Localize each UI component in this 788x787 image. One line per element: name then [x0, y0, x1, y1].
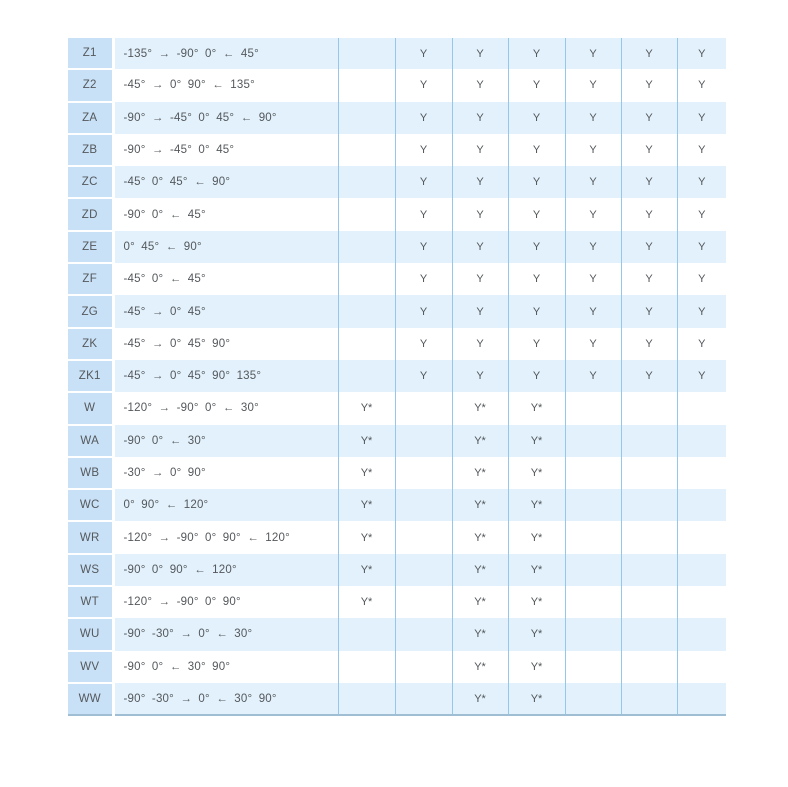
row-value-cell: Y — [621, 328, 677, 360]
row-value-cell: Y — [395, 102, 452, 134]
row-value-cell: Y* — [508, 618, 565, 650]
row-value-cell: Y* — [452, 683, 508, 715]
row-value-cell — [338, 360, 395, 392]
row-value-cell — [677, 651, 726, 683]
row-value-cell: Y — [621, 263, 677, 295]
row-value-cell: Y — [452, 360, 508, 392]
row-value-cell — [395, 521, 452, 553]
row-code-label: W — [68, 392, 113, 424]
row-value-cell: Y — [621, 69, 677, 101]
table-row — [68, 425, 726, 457]
row-value-cell: Y* — [452, 457, 508, 489]
row-code-label: Z2 — [68, 69, 113, 101]
row-value-cell: Y* — [452, 586, 508, 618]
row-value-cell: Y* — [452, 521, 508, 553]
row-angle-description: 0° 90° ← 120° — [113, 489, 338, 521]
row-value-cell: Y — [395, 198, 452, 230]
row-value-cell: Y* — [452, 425, 508, 457]
row-value-cell: Y — [452, 166, 508, 198]
row-value-cell: Y — [508, 69, 565, 101]
row-value-cell — [338, 38, 395, 69]
row-value-cell: Y* — [338, 554, 395, 586]
row-value-cell — [677, 392, 726, 424]
table-row — [68, 554, 726, 586]
row-value-cell — [565, 651, 621, 683]
table-row — [68, 457, 726, 489]
table-row — [68, 102, 726, 134]
row-angle-description: -45° → 0° 90° ← 135° — [113, 69, 338, 101]
row-value-cell — [565, 425, 621, 457]
row-value-cell: Y — [452, 198, 508, 230]
row-code-label: WU — [68, 618, 113, 650]
row-value-cell: Y* — [452, 554, 508, 586]
row-value-cell: Y — [565, 263, 621, 295]
row-angle-description: -135° → -90° 0° ← 45° — [113, 38, 338, 69]
option-table-body — [68, 38, 726, 715]
row-code-label: Z1 — [68, 38, 113, 69]
row-value-cell: Y — [565, 38, 621, 69]
table-row — [68, 489, 726, 521]
row-angle-description: -90° -30° → 0° ← 30° 90° — [113, 683, 338, 715]
row-value-cell: Y — [395, 231, 452, 263]
row-value-cell — [395, 554, 452, 586]
row-value-cell: Y* — [508, 683, 565, 715]
row-value-cell — [565, 683, 621, 715]
row-value-cell: Y — [452, 231, 508, 263]
row-code-label: WT — [68, 586, 113, 618]
row-value-cell — [395, 586, 452, 618]
row-value-cell: Y* — [508, 392, 565, 424]
row-value-cell: Y — [565, 360, 621, 392]
row-value-cell — [565, 618, 621, 650]
row-value-cell — [621, 425, 677, 457]
row-value-cell: Y — [565, 328, 621, 360]
row-value-cell: Y — [508, 38, 565, 69]
row-value-cell: Y* — [338, 489, 395, 521]
row-value-cell: Y* — [338, 521, 395, 553]
row-value-cell — [677, 457, 726, 489]
row-angle-description: -90° → -45° 0° 45° ← 90° — [113, 102, 338, 134]
row-value-cell: Y — [565, 198, 621, 230]
row-value-cell: Y — [677, 134, 726, 166]
row-value-cell — [395, 683, 452, 715]
row-value-cell: Y — [452, 263, 508, 295]
table-row — [68, 38, 726, 69]
row-value-cell — [621, 554, 677, 586]
table-row — [68, 392, 726, 424]
row-value-cell: Y — [395, 263, 452, 295]
row-code-label: ZC — [68, 166, 113, 198]
table-row — [68, 651, 726, 683]
row-value-cell: Y* — [338, 392, 395, 424]
row-value-cell — [621, 489, 677, 521]
row-value-cell: Y — [508, 263, 565, 295]
row-code-label: WR — [68, 521, 113, 553]
table-row — [68, 360, 726, 392]
table-row — [68, 134, 726, 166]
row-value-cell — [565, 489, 621, 521]
row-angle-description: -45° → 0° 45° 90° — [113, 328, 338, 360]
row-value-cell — [395, 489, 452, 521]
row-value-cell: Y* — [338, 586, 395, 618]
row-angle-description: -90° 0° 90° ← 120° — [113, 554, 338, 586]
row-code-label: WV — [68, 651, 113, 683]
row-value-cell: Y* — [452, 392, 508, 424]
row-value-cell — [621, 651, 677, 683]
row-value-cell: Y — [565, 134, 621, 166]
row-value-cell — [565, 586, 621, 618]
table-row — [68, 166, 726, 198]
row-value-cell — [621, 618, 677, 650]
row-value-cell: Y* — [452, 618, 508, 650]
row-angle-description: -45° → 0° 45° — [113, 295, 338, 327]
row-angle-description: -90° 0° ← 30° 90° — [113, 651, 338, 683]
row-angle-description: -30° → 0° 90° — [113, 457, 338, 489]
row-value-cell: Y — [565, 166, 621, 198]
row-value-cell — [338, 134, 395, 166]
row-angle-description: -90° 0° ← 45° — [113, 198, 338, 230]
row-value-cell: Y — [508, 198, 565, 230]
row-angle-description: -120° → -90° 0° ← 30° — [113, 392, 338, 424]
row-code-label: WW — [68, 683, 113, 715]
table-row — [68, 263, 726, 295]
table-row — [68, 521, 726, 553]
row-value-cell — [677, 683, 726, 715]
row-value-cell: Y — [621, 134, 677, 166]
row-value-cell — [395, 457, 452, 489]
table-row — [68, 295, 726, 327]
row-angle-description: -120° → -90° 0° 90° ← 120° — [113, 521, 338, 553]
row-value-cell — [621, 586, 677, 618]
row-value-cell: Y* — [452, 651, 508, 683]
row-value-cell: Y — [621, 295, 677, 327]
row-value-cell — [395, 425, 452, 457]
row-value-cell — [395, 618, 452, 650]
row-value-cell: Y — [395, 69, 452, 101]
row-value-cell — [565, 554, 621, 586]
row-value-cell: Y — [452, 69, 508, 101]
row-value-cell — [677, 618, 726, 650]
row-value-cell: Y — [508, 295, 565, 327]
row-value-cell: Y — [677, 102, 726, 134]
row-angle-description: -90° -30° → 0° ← 30° — [113, 618, 338, 650]
row-value-cell — [338, 683, 395, 715]
table-row — [68, 69, 726, 101]
row-code-label: WS — [68, 554, 113, 586]
row-value-cell: Y* — [508, 651, 565, 683]
row-value-cell — [621, 521, 677, 553]
row-value-cell: Y — [452, 328, 508, 360]
row-code-label: ZE — [68, 231, 113, 263]
row-value-cell: Y* — [338, 457, 395, 489]
row-angle-description: -45° 0° 45° ← 90° — [113, 166, 338, 198]
option-table — [68, 38, 726, 716]
row-code-label: WA — [68, 425, 113, 457]
row-value-cell: Y — [621, 102, 677, 134]
row-code-label: ZA — [68, 102, 113, 134]
row-value-cell — [338, 263, 395, 295]
row-value-cell — [338, 328, 395, 360]
row-value-cell: Y — [395, 166, 452, 198]
row-value-cell — [565, 521, 621, 553]
row-value-cell: Y — [565, 231, 621, 263]
row-value-cell: Y — [395, 328, 452, 360]
row-value-cell: Y* — [338, 425, 395, 457]
row-code-label: WB — [68, 457, 113, 489]
row-value-cell — [338, 198, 395, 230]
row-value-cell: Y — [677, 69, 726, 101]
table-row — [68, 683, 726, 715]
row-value-cell: Y* — [508, 457, 565, 489]
row-value-cell: Y — [677, 198, 726, 230]
table-row — [68, 586, 726, 618]
row-value-cell — [621, 392, 677, 424]
row-value-cell: Y — [395, 38, 452, 69]
row-angle-description: -45° 0° ← 45° — [113, 263, 338, 295]
row-value-cell — [338, 295, 395, 327]
row-value-cell — [565, 392, 621, 424]
row-value-cell — [338, 69, 395, 101]
row-value-cell — [338, 651, 395, 683]
row-value-cell: Y — [677, 38, 726, 69]
row-value-cell — [677, 586, 726, 618]
row-value-cell: Y — [565, 295, 621, 327]
row-value-cell: Y — [677, 328, 726, 360]
row-angle-description: -90° 0° ← 30° — [113, 425, 338, 457]
row-value-cell: Y — [452, 38, 508, 69]
row-value-cell — [677, 554, 726, 586]
row-code-label: ZD — [68, 198, 113, 230]
row-value-cell — [677, 425, 726, 457]
row-angle-description: 0° 45° ← 90° — [113, 231, 338, 263]
row-value-cell: Y — [508, 102, 565, 134]
row-value-cell: Y — [677, 231, 726, 263]
row-value-cell — [621, 457, 677, 489]
row-value-cell: Y* — [508, 489, 565, 521]
row-value-cell: Y — [508, 231, 565, 263]
row-value-cell: Y — [508, 360, 565, 392]
row-value-cell — [395, 651, 452, 683]
row-value-cell: Y — [677, 166, 726, 198]
row-value-cell: Y — [565, 102, 621, 134]
row-value-cell: Y — [395, 360, 452, 392]
row-value-cell: Y — [677, 263, 726, 295]
row-value-cell: Y — [621, 38, 677, 69]
row-angle-description: -90° → -45° 0° 45° — [113, 134, 338, 166]
row-value-cell — [621, 683, 677, 715]
option-table-container — [68, 38, 726, 716]
row-value-cell: Y — [677, 295, 726, 327]
row-value-cell: Y* — [508, 554, 565, 586]
row-value-cell: Y — [452, 295, 508, 327]
row-value-cell: Y* — [508, 425, 565, 457]
row-angle-description: -120° → -90° 0° 90° — [113, 586, 338, 618]
row-value-cell: Y — [621, 166, 677, 198]
row-value-cell — [395, 392, 452, 424]
row-code-label: ZF — [68, 263, 113, 295]
row-value-cell: Y* — [508, 521, 565, 553]
row-value-cell: Y — [395, 134, 452, 166]
row-value-cell: Y — [452, 102, 508, 134]
row-angle-description: -45° → 0° 45° 90° 135° — [113, 360, 338, 392]
row-value-cell — [677, 489, 726, 521]
row-value-cell: Y* — [508, 586, 565, 618]
row-value-cell: Y — [621, 198, 677, 230]
row-value-cell: Y — [395, 295, 452, 327]
row-value-cell: Y — [452, 134, 508, 166]
row-code-label: ZK1 — [68, 360, 113, 392]
row-code-label: WC — [68, 489, 113, 521]
row-value-cell — [338, 231, 395, 263]
row-value-cell: Y* — [452, 489, 508, 521]
row-value-cell — [338, 166, 395, 198]
row-value-cell — [338, 102, 395, 134]
row-code-label: ZB — [68, 134, 113, 166]
table-row — [68, 231, 726, 263]
row-value-cell — [565, 457, 621, 489]
row-value-cell: Y — [621, 231, 677, 263]
row-value-cell: Y — [621, 360, 677, 392]
row-value-cell: Y — [677, 360, 726, 392]
table-row — [68, 198, 726, 230]
row-value-cell: Y — [508, 328, 565, 360]
row-value-cell — [677, 521, 726, 553]
row-value-cell — [338, 618, 395, 650]
row-code-label: ZK — [68, 328, 113, 360]
row-code-label: ZG — [68, 295, 113, 327]
table-row — [68, 618, 726, 650]
row-value-cell: Y — [565, 69, 621, 101]
table-row — [68, 328, 726, 360]
row-value-cell: Y — [508, 134, 565, 166]
row-value-cell: Y — [508, 166, 565, 198]
